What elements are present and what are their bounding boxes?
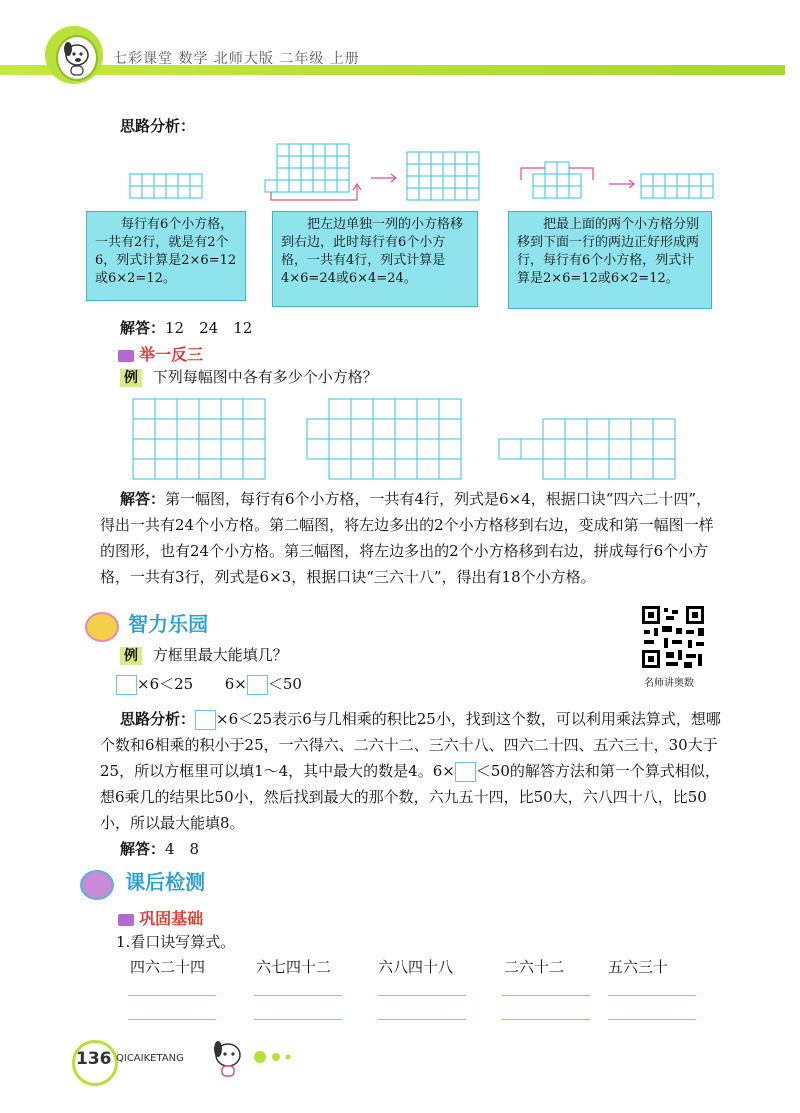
example-2: [120, 642, 288, 668]
figure-4x6-shifted: [265, 144, 396, 200]
page-number: 136: [76, 1049, 112, 1069]
example-2-expressions: [116, 671, 302, 697]
pencil-icon: [118, 914, 134, 926]
example-text: 下列每幅图中各有多少个小方格？: [152, 368, 378, 386]
answer-value: 12 24 12: [165, 319, 253, 337]
gonggu-title: 巩固基础: [139, 909, 204, 928]
zhili-title: 智力乐园: [128, 612, 209, 636]
example-1: [120, 364, 378, 390]
qr-caption: 名师讲奥数: [644, 678, 694, 689]
answer-box: [116, 675, 137, 695]
analysis-label: 思路分析：: [120, 710, 196, 728]
q1-item-4: 二六十二: [504, 958, 565, 976]
zhili-section-header: [85, 608, 208, 642]
q1-item-2: 六七四十二: [256, 958, 332, 976]
analysis-text-2: ＜50的解答方法和第一个算式相似，想6乘几的结果比50小，然后找到最大的那个数，六九五十四，比50大，六八四十八，比50小，所以最大能填8。: [100, 762, 720, 832]
answer-blank[interactable]: [608, 995, 696, 997]
answer-blank[interactable]: [502, 995, 590, 997]
kehou-section-header: [80, 866, 205, 900]
gonggu-section-header: [118, 906, 203, 929]
juyi-section-header: [118, 342, 203, 365]
footer-brand: QICAIKETANG: [116, 1053, 184, 1064]
example-figures: [125, 395, 765, 485]
answer-label: 解答：: [120, 490, 166, 508]
analysis-box-2: 把左边单独一列的小方格移到右边，此时每行有6个小方格，一共有4行，列式计算是4×6=24或6×4=24。: [272, 211, 478, 307]
kehou-title: 课后检测: [125, 870, 206, 894]
answer-value: 4 8: [165, 840, 200, 858]
answer-label: 解答：: [120, 840, 166, 858]
pencil-icon: [118, 350, 134, 362]
figure-pyramid: [521, 162, 634, 198]
analysis-label: 思路分析：: [120, 117, 196, 135]
cartoon-mascot-icon: [85, 612, 119, 642]
answer-3: [120, 836, 199, 862]
answer-1: [120, 315, 252, 341]
analysis-figures: [125, 140, 745, 206]
analysis-box-1: 每行有6个小方格，一共有2行，就是有2个6，列式计算是2×6=12或6×2=12。: [86, 211, 246, 301]
answer-blank[interactable]: [128, 995, 216, 997]
example-figure-1: [133, 399, 265, 479]
answer-box: [195, 710, 216, 730]
question-1: 1.看口诀写算式。: [116, 933, 236, 951]
answer-text: 第一幅图，每行有6个小方格，一共有4行，列式是6×4，根据口诀“四六二十四”，得出一共有24个小方格。第二幅图，将左边多出的2个小方格移到右边，变成和第一幅图一样的图形，也有24个小方格。第三幅图，将左边多出的2个小方格移到右边，拼成每行6个小方格，一共有3行，列式是6×3，根据口诀“三六十八”，得出有18个小方格。: [100, 490, 714, 586]
answer-label: 解答：: [120, 319, 166, 337]
footer-mascot-icon: [206, 1035, 306, 1081]
q1-item-5: 五六三十: [608, 958, 669, 976]
answer-blank[interactable]: [608, 1019, 696, 1021]
example-badge: 例: [120, 369, 142, 387]
analysis-text-1: ×6＜25表示6与几相乘的积比25小，找到这个数，可以利用乘法算式，想哪个数和6相乘的积小于25，一六得六、二六十二、三六十八、四六二十四、五六三十，30大于25，所以方框里可以填1～4，其中最大的数是4。6×: [100, 710, 721, 780]
answer-box: [455, 762, 476, 782]
expression-2-prefix: 6×: [224, 675, 247, 693]
example-text: 方框里最大能填几？: [152, 646, 288, 664]
answer-2: [100, 486, 720, 590]
analysis-2: [100, 706, 722, 836]
answer-blank[interactable]: [254, 995, 342, 997]
answer-blank[interactable]: [128, 1019, 216, 1021]
expression-2-suffix: ＜50: [267, 675, 302, 693]
example-figure-3: [499, 419, 675, 479]
header-title: 七彩课堂 数学 北师大版 二年级 上册: [113, 51, 360, 67]
example-figure-2: [307, 399, 461, 479]
answer-blank[interactable]: [254, 1019, 342, 1021]
analysis-box-3: 把最上面的两个小方格分别移到下面一行的两边正好形成两行，每行有6个小方格，列式计算是2×6=12或6×2=12。: [508, 211, 712, 309]
answer-blank[interactable]: [378, 995, 466, 997]
figure-2x6: [130, 174, 202, 198]
mascot-dog-icon: [56, 35, 98, 81]
cartoon-mascot-icon: [80, 870, 114, 900]
example-badge: 例: [120, 647, 142, 665]
q1-item-3: 六八四十八: [378, 958, 454, 976]
answer-blank[interactable]: [502, 1019, 590, 1021]
figure-2x6-result: [641, 174, 713, 198]
juyi-title: 举一反三: [139, 345, 204, 364]
qr-code-icon[interactable]: [640, 604, 706, 670]
q1-item-1: 四六二十四: [130, 958, 206, 976]
figure-4x6: [407, 152, 479, 200]
answer-blank[interactable]: [378, 1019, 466, 1021]
answer-box: [247, 675, 268, 695]
expression-1: ×6＜25: [137, 675, 194, 693]
